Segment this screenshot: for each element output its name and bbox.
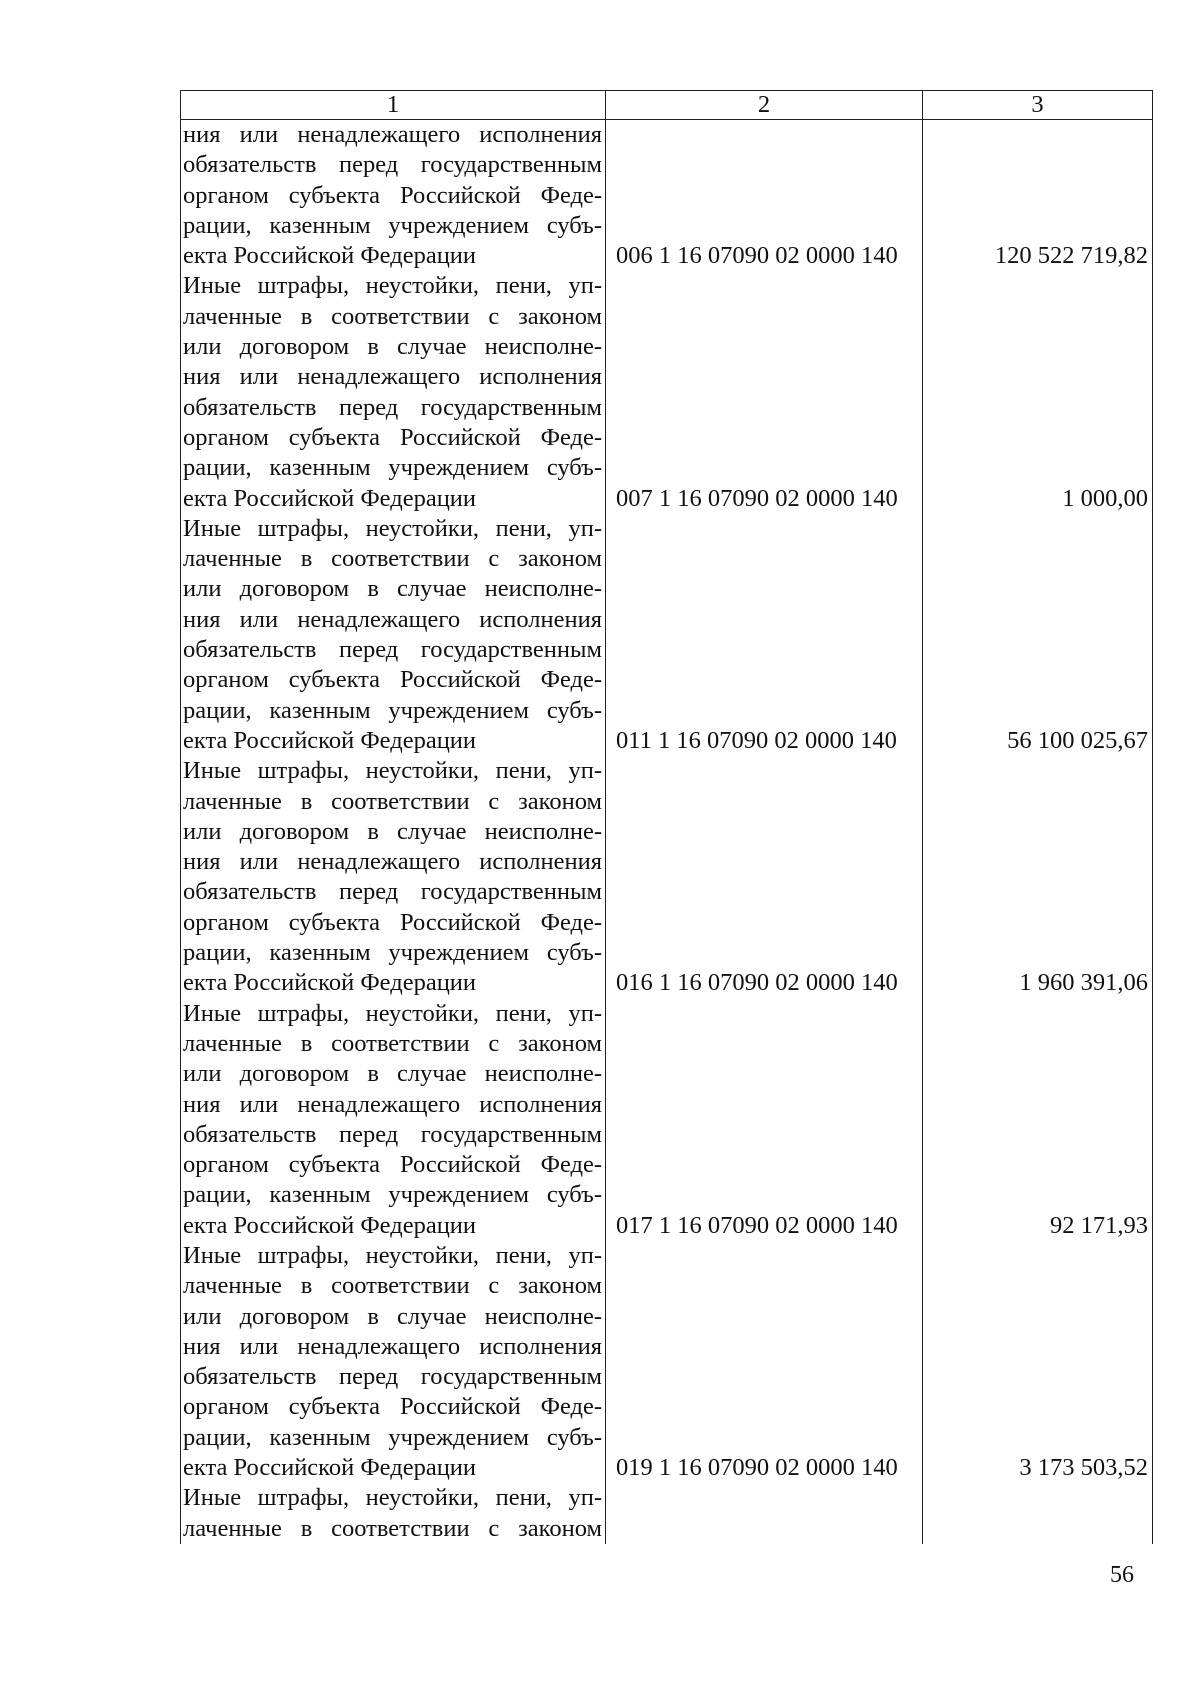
row-amount: 3 173 503,52 — [923, 1241, 1153, 1483]
description-line: рации, казенным учреждением субъ- — [183, 1423, 602, 1451]
description-line: обязательств перед государственным — [183, 1120, 602, 1148]
description-line: органом субъекта Российской Феде- — [183, 181, 602, 209]
row-description — [181, 1241, 606, 1483]
description-line: ния или ненадлежащего исполнения — [183, 363, 602, 391]
row-description — [181, 271, 606, 513]
page-number: 56 — [1110, 1562, 1134, 1588]
table-row — [181, 120, 1153, 272]
description-line: органом субъекта Российской Феде- — [183, 1393, 602, 1421]
row-amount: 56 100 025,67 — [923, 514, 1153, 756]
row-code — [606, 1483, 923, 1544]
description-line: или договором в случае неисполне- — [183, 333, 602, 361]
description-line: обязательств перед государственным — [183, 1363, 602, 1391]
description-line: или договором в случае неисполне- — [183, 1302, 602, 1330]
description-line: обязательств перед государственным — [183, 151, 602, 179]
description-line: органом субъекта Российской Феде- — [183, 666, 602, 694]
table-row — [181, 999, 1153, 1241]
row-description — [181, 999, 606, 1241]
description-line: екта Российской Федерации — [183, 1211, 477, 1239]
description-line: екта Российской Федерации — [183, 726, 477, 754]
table-row — [181, 514, 1153, 756]
row-amount: 120 522 719,82 — [923, 120, 1153, 272]
description-line: или договором в случае неисполне- — [183, 817, 602, 845]
row-description — [181, 1483, 606, 1544]
description-line: екта Российской Федерации — [183, 969, 477, 997]
description-line: Иные штрафы, неустойки, пени, уп- — [183, 1241, 602, 1269]
description-line: лаченные в соответствии с законом — [183, 545, 602, 573]
description-line: органом субъекта Российской Феде- — [183, 423, 602, 451]
description-line: рации, казенным учреждением субъ- — [183, 1181, 602, 1209]
description-line: органом субъекта Российской Феде- — [183, 1151, 602, 1179]
description-line: ния или ненадлежащего исполнения — [183, 121, 602, 148]
description-line: ния или ненадлежащего исполнения — [183, 605, 602, 633]
description-line: рации, казенным учреждением субъ- — [183, 939, 602, 967]
row-code: 019 1 16 07090 02 0000 140 — [606, 1241, 923, 1483]
description-line: Иные штрафы, неустойки, пени, уп- — [183, 999, 602, 1027]
row-amount: 1 000,00 — [923, 271, 1153, 513]
row-description — [181, 514, 606, 756]
row-description — [181, 120, 606, 272]
description-line: или договором в случае неисполне- — [183, 575, 602, 603]
description-line: Иные штрафы, неустойки, пени, уп- — [183, 757, 602, 785]
row-code: 006 1 16 07090 02 0000 140 — [606, 120, 923, 272]
table-header — [181, 91, 1153, 120]
row-code: 007 1 16 07090 02 0000 140 — [606, 271, 923, 513]
description-line: лаченные в соответствии с законом — [183, 1514, 602, 1542]
description-line: или договором в случае неисполне- — [183, 1060, 602, 1088]
description-line: Иные штрафы, неустойки, пени, уп- — [183, 272, 602, 300]
table-row — [181, 271, 1153, 513]
description-line: рации, казенным учреждением субъ- — [183, 454, 602, 482]
table-row — [181, 1483, 1153, 1544]
revenue-table — [180, 90, 1153, 1544]
header-col-2: 2 — [606, 91, 923, 120]
description-line: лаченные в соответствии с законом — [183, 787, 602, 815]
description-line: рации, казенным учреждением субъ- — [183, 211, 602, 239]
description-line: екта Российской Федерации — [183, 242, 477, 270]
description-line: ния или ненадлежащего исполнения — [183, 1332, 602, 1360]
table-body — [181, 120, 1153, 1544]
row-amount — [923, 1483, 1153, 1544]
description-line: ния или ненадлежащего исполнения — [183, 1090, 602, 1118]
row-code: 017 1 16 07090 02 0000 140 — [606, 999, 923, 1241]
row-description — [181, 756, 606, 998]
description-line: лаченные в соответствии с законом — [183, 302, 602, 330]
description-line: обязательств перед государственным — [183, 393, 602, 421]
description-line: органом субъекта Российской Феде- — [183, 908, 602, 936]
description-line: екта Российской Федерации — [183, 484, 477, 512]
description-line: Иные штрафы, неустойки, пени, уп- — [183, 1484, 602, 1512]
description-line: ния или ненадлежащего исполнения — [183, 848, 602, 876]
description-line: рации, казенным учреждением субъ- — [183, 696, 602, 724]
row-code: 011 1 16 07090 02 0000 140 — [606, 514, 923, 756]
description-line: обязательств перед государственным — [183, 878, 602, 906]
row-amount: 1 960 391,06 — [923, 756, 1153, 998]
description-line: лаченные в соответствии с законом — [183, 1029, 602, 1057]
header-col-1: 1 — [181, 91, 606, 120]
row-code: 016 1 16 07090 02 0000 140 — [606, 756, 923, 998]
row-amount: 92 171,93 — [923, 999, 1153, 1241]
header-row — [181, 91, 1153, 120]
table-row — [181, 1241, 1153, 1483]
table-row — [181, 756, 1153, 998]
description-line: екта Российской Федерации — [183, 1454, 477, 1482]
description-line: Иные штрафы, неустойки, пени, уп- — [183, 514, 602, 542]
header-col-3: 3 — [923, 91, 1153, 120]
description-line: обязательств перед государственным — [183, 636, 602, 664]
description-line: лаченные в соответствии с законом — [183, 1272, 602, 1300]
